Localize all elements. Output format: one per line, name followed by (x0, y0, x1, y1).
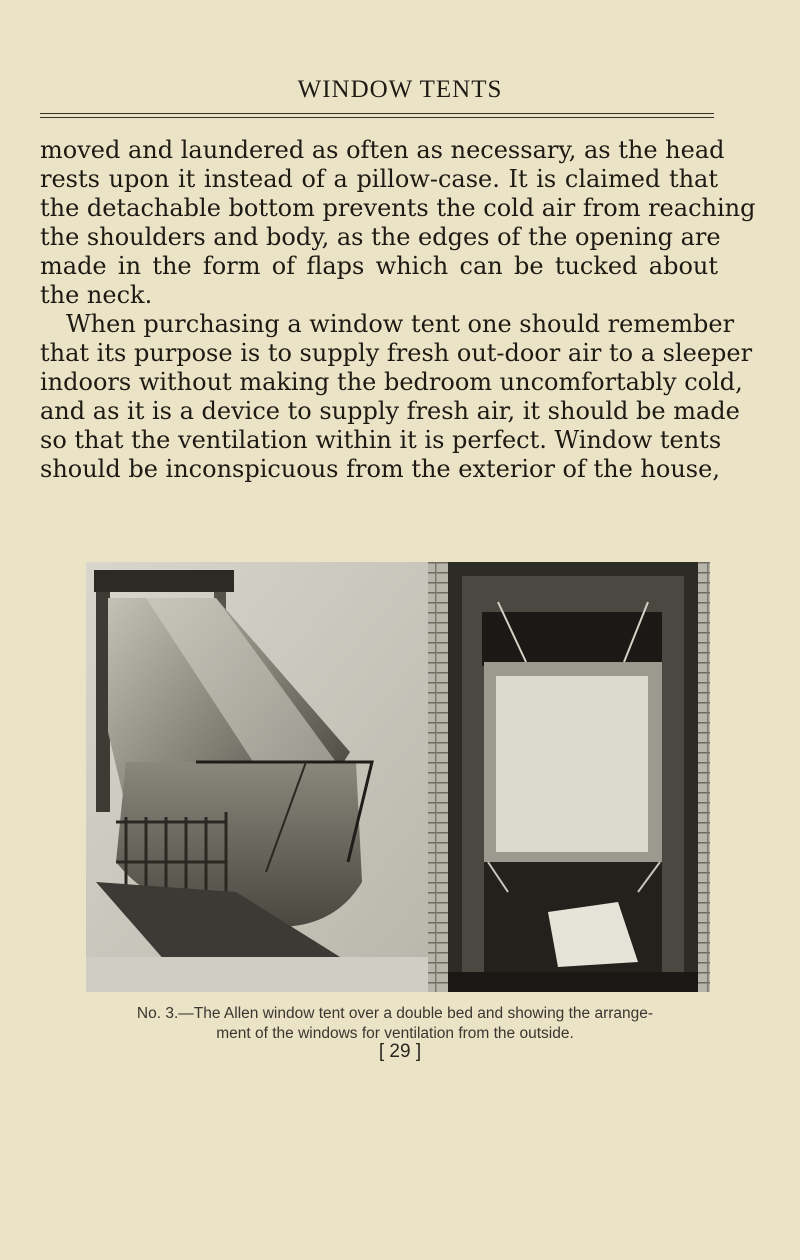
photo-tent-over-bed (86, 562, 428, 992)
caption-line: ment of the windows for ventilation from the outside. (216, 1025, 574, 1042)
text-line: the shoulders and body, as the edges of the opening are (40, 223, 721, 251)
running-head: WINDOW TENTS (297, 76, 503, 103)
header-rule (40, 113, 714, 114)
page-number: [ 29 ] (378, 1041, 422, 1062)
text-line: moved and laundered as often as necessary, as the head (40, 136, 725, 164)
text-line: and as it is a device to supply fresh air, it should be made (40, 397, 740, 425)
photo-window-exterior (428, 562, 710, 992)
text-line: the detachable bottom prevents the cold air from reaching (40, 194, 756, 222)
text-line: When purchasing a window tent one should remember (66, 310, 735, 338)
text-line: indoors without making the bedroom uncomfortably cold, (40, 368, 743, 396)
photo-plate (86, 562, 710, 992)
text-line: so that the ventilation within it is perfect. Window tents (40, 426, 722, 454)
text-line: the neck. (40, 281, 153, 309)
text-line: made in the form of flaps which can be tucked about (40, 252, 718, 280)
text-line: that its purpose is to supply fresh out-door air to a sleeper (40, 339, 753, 367)
caption-line: No. 3.—The Allen window tent over a double bed and showing the arrange- (136, 1005, 654, 1022)
header-rule-double (40, 117, 714, 118)
text-line: rests upon it instead of a pillow-case. It is claimed that (40, 165, 718, 193)
figure-caption (60, 1004, 730, 1044)
text-line: should be inconspicuous from the exterior of the house, (40, 455, 720, 483)
body-text (40, 136, 756, 484)
